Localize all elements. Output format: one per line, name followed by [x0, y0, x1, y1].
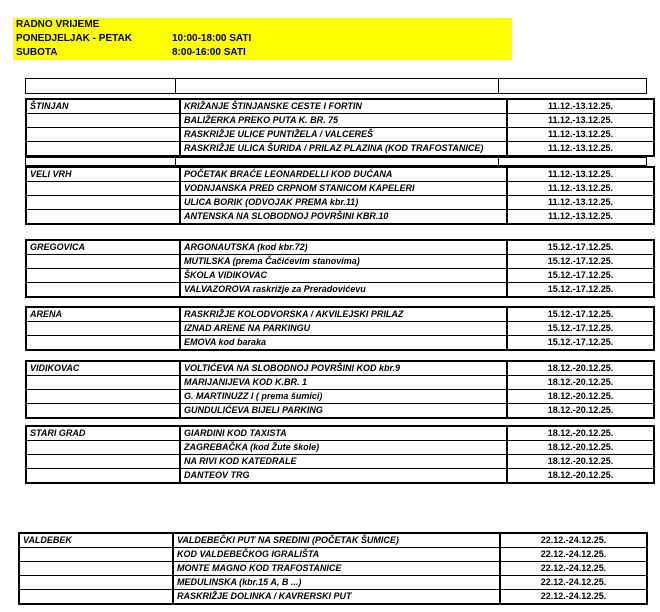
location-cell: EMOVA kod baraka — [180, 336, 507, 351]
location-cell: RASKRIŽJE KOLODVORSKA / AKVILEJSKI PRILAZ — [180, 307, 507, 322]
table-row — [26, 142, 654, 157]
working-hours-banner — [13, 18, 512, 60]
date-cell: 18.12.-20.12.25. — [507, 426, 654, 441]
area-name-cell — [26, 269, 180, 283]
table-row — [26, 114, 654, 128]
table-row — [26, 426, 654, 441]
date-cell: 11.12.-13.12.25. — [507, 114, 654, 128]
date-cell: 11.12.-13.12.25. — [507, 196, 654, 210]
schedule-group-table — [25, 306, 655, 351]
banner-title-line — [13, 18, 512, 32]
location-cell: G. MARTINUZZ I ( prema šumici) — [180, 390, 507, 404]
date-cell: 15.12.-17.12.25. — [507, 269, 654, 283]
area-name-cell: GREGOVICA — [26, 240, 180, 255]
saturday-label: SUBOTA — [16, 47, 58, 58]
empty-cell — [26, 158, 176, 166]
weekday-label: PONEDJELJAK - PETAK — [16, 33, 132, 44]
table-row — [26, 469, 654, 484]
table-row — [19, 576, 647, 590]
weekday-hours: 10:00-18:00 SATI — [172, 33, 252, 44]
location-cell: RASKRIŽJE DOLINKA / KAVRERSKI PUT — [173, 590, 500, 605]
location-cell: GIARDINI KOD TAXISTA — [180, 426, 507, 441]
location-cell: RASKRIŽJE ULICA ŠURIDA / PRILAZ PLAZINA (KOD TRAFOSTANICE) — [180, 142, 507, 157]
area-name-cell — [26, 196, 180, 210]
area-name-cell — [26, 455, 180, 469]
table-row — [26, 455, 654, 469]
schedule-group-table — [25, 98, 655, 157]
area-name-cell — [26, 390, 180, 404]
date-cell: 18.12.-20.12.25. — [507, 404, 654, 419]
date-cell: 15.12.-17.12.25. — [507, 322, 654, 336]
area-name-cell — [19, 590, 173, 605]
date-cell: 15.12.-17.12.25. — [507, 307, 654, 322]
table-row — [26, 210, 654, 225]
date-cell: 22.12.-24.12.25. — [500, 548, 647, 562]
location-cell: MEDULINSKA (kbr.15 A, B ...) — [173, 576, 500, 590]
date-cell: 18.12.-20.12.25. — [507, 361, 654, 376]
date-cell: 22.12.-24.12.25. — [500, 533, 647, 548]
area-name-cell — [26, 283, 180, 298]
table-row — [19, 533, 647, 548]
schedule-group-table — [25, 239, 655, 298]
empty-cell — [176, 79, 499, 94]
location-cell: VOLTIĆEVA NA SLOBODNOJ POVRŠINI KOD kbr.9 — [180, 361, 507, 376]
location-cell: NA RIVI KOD KATEDRALE — [180, 455, 507, 469]
table-row — [26, 128, 654, 142]
table-row — [26, 196, 654, 210]
area-name-cell — [26, 469, 180, 484]
date-cell: 11.12.-13.12.25. — [507, 128, 654, 142]
location-cell: POČETAK BRAĆE LEONARDELLI KOD DUĆANA — [180, 167, 507, 182]
table-row — [26, 376, 654, 390]
location-cell: MONTE MAGNO KOD TRAFOSTANICE — [173, 562, 500, 576]
date-cell: 22.12.-24.12.25. — [500, 590, 647, 605]
date-cell: 18.12.-20.12.25. — [507, 469, 654, 484]
date-cell: 15.12.-17.12.25. — [507, 336, 654, 351]
date-cell: 22.12.-24.12.25. — [500, 562, 647, 576]
table-row — [26, 182, 654, 196]
banner-saturday-line — [13, 46, 512, 60]
empty-cell — [499, 158, 647, 166]
table-row — [26, 322, 654, 336]
date-cell: 11.12.-13.12.25. — [507, 142, 654, 157]
area-name-cell — [26, 210, 180, 225]
empty-cell — [499, 79, 647, 94]
empty-header-row — [25, 78, 647, 94]
location-cell: ŠKOLA VIDIKOVAC — [180, 269, 507, 283]
location-cell: ZAGREBAČKA (kod Žute škole) — [180, 441, 507, 455]
table-row — [26, 167, 654, 182]
area-name-cell — [26, 404, 180, 419]
date-cell: 18.12.-20.12.25. — [507, 455, 654, 469]
date-cell: 15.12.-17.12.25. — [507, 255, 654, 269]
banner-title: RADNO VRIJEME — [16, 19, 100, 30]
date-cell: 15.12.-17.12.25. — [507, 240, 654, 255]
date-cell: 11.12.-13.12.25. — [507, 99, 654, 114]
area-name-cell — [19, 562, 173, 576]
table-row — [26, 404, 654, 419]
location-cell: MUTILSKA (prema Čačićevim stanovima) — [180, 255, 507, 269]
banner-weekday-line — [13, 32, 512, 46]
date-cell: 18.12.-20.12.25. — [507, 441, 654, 455]
schedule-group-table — [25, 360, 655, 419]
location-cell: ULICA BORIK (ODVOJAK PREMA kbr.11) — [180, 196, 507, 210]
area-name-cell — [26, 336, 180, 351]
date-cell: 11.12.-13.12.25. — [507, 210, 654, 225]
area-name-cell — [26, 142, 180, 157]
location-cell: GUNDULIĆEVA BIJELI PARKING — [180, 404, 507, 419]
area-name-cell: VALDEBEK — [19, 533, 173, 548]
area-name-cell: STARI GRAD — [26, 426, 180, 441]
area-name-cell — [26, 376, 180, 390]
table-row — [26, 307, 654, 322]
table-row — [26, 269, 654, 283]
table-row — [26, 79, 647, 94]
date-cell: 15.12.-17.12.25. — [507, 283, 654, 298]
table-row — [26, 240, 654, 255]
location-cell: DANTEOV TRG — [180, 469, 507, 484]
empty-cell — [26, 79, 176, 94]
table-row — [26, 390, 654, 404]
location-cell: ANTENSKA NA SLOBODNOJ POVRŠINI KBR.10 — [180, 210, 507, 225]
location-cell: MARIJANIJEVA KOD K.BR. 1 — [180, 376, 507, 390]
date-cell: 22.12.-24.12.25. — [500, 576, 647, 590]
table-row — [26, 361, 654, 376]
table-row — [26, 283, 654, 298]
date-cell: 11.12.-13.12.25. — [507, 182, 654, 196]
location-cell: RASKRIŽJE ULICE PUNTIŽELA / VALCEREŠ — [180, 128, 507, 142]
area-name-cell — [19, 576, 173, 590]
table-row — [19, 562, 647, 576]
area-name-cell: ARENA — [26, 307, 180, 322]
table-row — [26, 99, 654, 114]
schedule-group-table — [25, 425, 655, 484]
date-cell: 18.12.-20.12.25. — [507, 376, 654, 390]
table-row — [19, 548, 647, 562]
schedule-group-table — [18, 532, 648, 605]
table-row — [19, 590, 647, 605]
location-cell: KRIŽANJE ŠTINJANSKE CESTE I FORTIN — [180, 99, 507, 114]
area-name-cell — [26, 182, 180, 196]
area-name-cell: VELI VRH — [26, 167, 180, 182]
location-cell: ARGONAUTSKA (kod kbr.72) — [180, 240, 507, 255]
location-cell: BALIŽERKA PREKO PUTA K. BR. 75 — [180, 114, 507, 128]
area-name-cell — [26, 128, 180, 142]
area-name-cell — [26, 322, 180, 336]
saturday-hours: 8:00-16:00 SATI — [172, 47, 246, 58]
area-name-cell — [19, 548, 173, 562]
schedule-tables — [25, 78, 645, 605]
location-cell: VALDEBEČKI PUT NA SREDINI (POČETAK ŠUMICE) — [173, 533, 500, 548]
area-name-cell — [26, 255, 180, 269]
empty-cell — [176, 158, 499, 166]
schedule-group-table — [25, 166, 655, 225]
location-cell: VALVAZOROVA raskrižje za Preradovićevu — [180, 283, 507, 298]
table-row — [26, 336, 654, 351]
area-name-cell — [26, 114, 180, 128]
location-cell: KOD VALDEBEČKOG IGRALIŠTA — [173, 548, 500, 562]
location-cell: IZNAD ARENE NA PARKINGU — [180, 322, 507, 336]
date-cell: 18.12.-20.12.25. — [507, 390, 654, 404]
area-name-cell — [26, 441, 180, 455]
area-name-cell: ŠTINJAN — [26, 99, 180, 114]
table-row — [26, 255, 654, 269]
table-row — [26, 158, 647, 166]
date-cell: 11.12.-13.12.25. — [507, 167, 654, 182]
area-name-cell: VIDIKOVAC — [26, 361, 180, 376]
table-row — [26, 441, 654, 455]
location-cell: VODNJANSKA PRED CRPNOM STANICOM KAPELERI — [180, 182, 507, 196]
separator-row — [25, 157, 647, 166]
